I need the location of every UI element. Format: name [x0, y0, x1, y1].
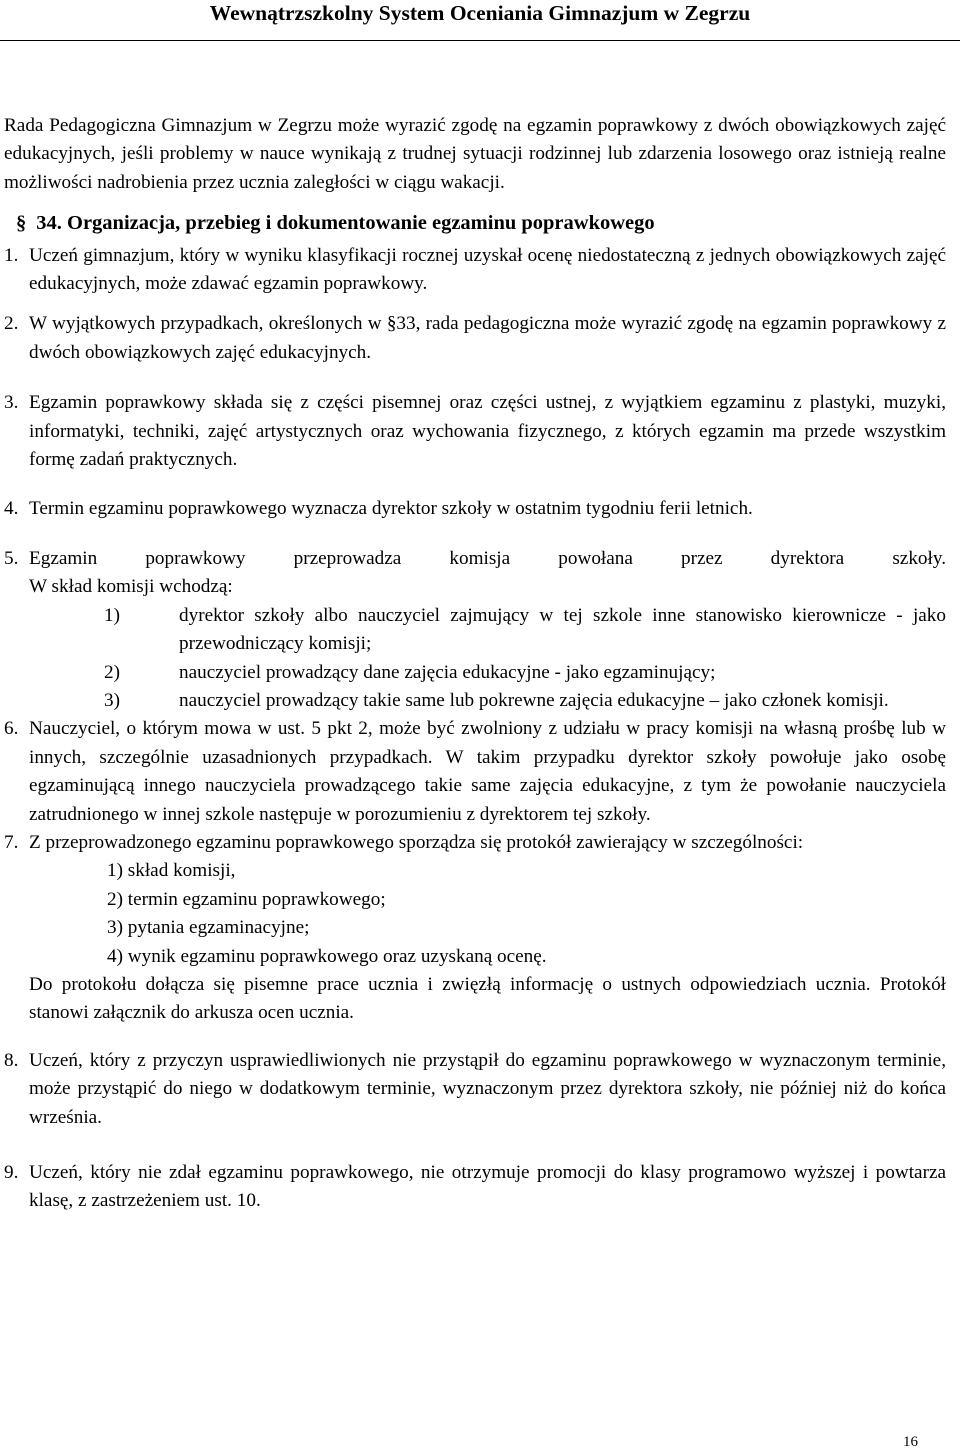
document-body: [4, 112, 946, 1216]
header-divider: [0, 40, 960, 41]
point-text: Uczeń gimnazjum, który w wyniku klasyfikacji rocznej uzyskał ocenę niedostateczną z jednych obowiązkowych zajęć edukacyjnych, może zdawać egzamin poprawkowy.: [29, 244, 946, 295]
point-number: 5.: [4, 547, 19, 569]
point-number: 6.: [4, 718, 19, 740]
point-7: [4, 829, 946, 857]
section-heading: [4, 209, 946, 237]
item-text: dyrektor szkoły albo nauczyciel zajmujący w tej szkole inne stanowisko kierownicze - jako przewodniczący komisji;: [179, 604, 946, 655]
section-title: 34. Organizacja, przebieg i dokumentowanie egzaminu poprawkowego: [36, 212, 655, 235]
point-text: Nauczyciel, o którym mowa w ust. 5 pkt 2, może być zwolniony z udziału w pracy komisji na własną prośbę lub w innych, szczególnie uzasadnionych przypadkach. W takim przypadku dyrektor szkoły powołuje jako osobę egzaminującą innego nauczyciela prowadzącego takie same zajęcia edukacyjne, z tym że powołanie nauczyciela zatrudnionego w innej szkole następuje w porozumieniu z dyrektorem tej szkoły.: [29, 718, 946, 825]
item-text: nauczyciel prowadzący takie same lub pokrewne zajęcia edukacyjne – jako członek komisji.: [179, 689, 889, 711]
protocol-item-2: 2) termin egzaminu poprawkowego;: [107, 888, 386, 910]
page-number: 16: [903, 1434, 918, 1450]
point-text: Uczeń, który z przyczyn usprawiedliwionych nie przystąpił do egzaminu poprawkowego w wyznaczonym terminie, może przystąpić do niego w dodatkowym terminie, wyznaczonym przez dyrektora szkoły, nie później niż do końca września.: [29, 1049, 946, 1128]
committee-member-3: [79, 687, 946, 715]
item-number: 1): [104, 604, 120, 626]
point-text: Termin egzaminu poprawkowego wyznacza dyrektor szkoły w ostatnim tygodniu ferii letnich.: [29, 498, 753, 520]
point-number: 9.: [4, 1162, 19, 1183]
committee-member-2: [79, 659, 946, 687]
point-number: 1.: [4, 244, 19, 266]
item-text: nauczyciel prowadzący dane zajęcia edukacyjne - jako egzaminujący;: [179, 661, 716, 683]
point-2: [4, 310, 946, 367]
point-6: [4, 715, 946, 829]
protocol-item-4: 4) wynik egzaminu poprawkowego oraz uzyskaną ocenę.: [107, 945, 547, 967]
point-number: 3.: [4, 392, 19, 414]
protocol-item-3: 3) pytania egzaminacyjne;: [107, 917, 310, 939]
section-symbol: §: [16, 212, 27, 235]
point-5-lead: W skład komisji wchodzą:: [29, 576, 233, 598]
intro-paragraph: Rada Pedagogiczna Gimnazjum w Zegrzu może wyrazić zgodę na egzamin poprawkowy z dwóch obowiązkowych zajęć edukacyjnych, jeśli problemy w nauce wynikają z trudnej sytuacji rodzinnej lub zdarzenia losowego oraz istnieją realne możliwości nadrobienia przez ucznia zaległości w ciągu wakacji.: [4, 115, 946, 193]
point-number: 8.: [4, 1049, 19, 1071]
item-number: 3): [104, 689, 120, 711]
point-7-closing: Do protokołu dołącza się pisemne prace ucznia i zwięzłą informację o ustnych odpowiedziach ucznia. Protokół stanowi załącznik do arkusza ocen ucznia.: [29, 973, 946, 1024]
point-text: W wyjątkowych przypadkach, określonych w §33, rada pedagogiczna może wyrazić zgodę na egzamin poprawkowy z dwóch obowiązkowych zajęć edukacyjnych.: [29, 313, 946, 363]
point-4: [4, 495, 946, 523]
point-text: Egzamin poprawkowy składa się z części pisemnej oraz części ustnej, z wyjątkiem egzaminu z plastyki, muzyki, informatyki, techniki, zajęć artystycznych oraz wychowania fizycznego, z których egzamin ma przede wszystkim formę zadań praktycznych.: [29, 392, 946, 471]
item-number: 2): [104, 661, 120, 683]
point-number: 2.: [4, 313, 19, 335]
point-text: Egzamin poprawkowy przeprowadza komisja powołana przez dyrektora szkoły.: [29, 547, 946, 569]
point-1: [4, 242, 946, 299]
point-number: 4.: [4, 498, 19, 520]
point-9: [4, 1159, 946, 1216]
point-number: 7.: [4, 831, 19, 853]
committee-member-1: [79, 602, 946, 659]
point-3: [4, 389, 946, 474]
point-5: [4, 545, 946, 573]
point-text: Uczeń, który nie zdał egzaminu poprawkowego, nie otrzymuje promocji do klasy programowo wyższej i powtarza klasę, z zastrzeżeniem ust. 10.: [29, 1162, 946, 1212]
page-header: Wewnątrzszkolny System Oceniania Gimnazjum w Zegrzu: [209, 1, 751, 25]
point-8: [4, 1047, 946, 1132]
protocol-item-1: 1) skład komisji,: [107, 860, 236, 882]
point-text: Z przeprowadzonego egzaminu poprawkowego sporządza się protokół zawierający w szczególności:: [29, 831, 804, 853]
